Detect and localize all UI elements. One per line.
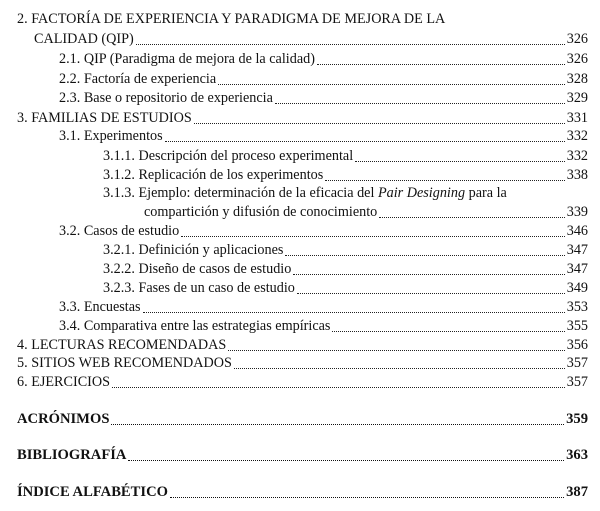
toc-entry-page: 332: [566, 128, 588, 144]
toc-entry-number: 3.4.: [59, 318, 81, 334]
toc-entry-page: 328: [566, 71, 588, 87]
toc-entry-2-1[interactable]: [59, 51, 588, 68]
toc-entry-number: 3.2.3.: [103, 280, 135, 296]
toc-entry-page: 338: [566, 167, 588, 183]
toc-entry-3-1-3-line1: [103, 185, 507, 202]
dot-leader: [275, 103, 565, 104]
toc-entry-title-italic: Pair Designing: [377, 185, 466, 201]
toc-entry-page: 347: [566, 261, 588, 277]
toc-entry-label: [59, 223, 179, 240]
toc-entry-label: [17, 355, 232, 372]
toc-entry-3-2[interactable]: [59, 223, 588, 240]
toc-entry-4[interactable]: [17, 337, 588, 354]
dot-leader: [228, 350, 564, 351]
toc-entry-title-continued: CALIDAD (QIP): [34, 31, 134, 47]
toc-entry-page: 359: [566, 411, 588, 427]
toc-entry-page: 329: [566, 90, 588, 106]
dot-leader: [218, 84, 565, 85]
toc-entry-label: [17, 374, 110, 391]
toc-entry-number: 5.: [17, 355, 28, 371]
toc-entry-acronimos[interactable]: [17, 411, 588, 428]
toc-entry-title: Ejemplo: determinación de la eficacia del: [138, 185, 375, 201]
toc-entry-3-1-1[interactable]: [103, 148, 588, 165]
toc-entry-number: 3.2.2.: [103, 261, 135, 277]
toc-entry-title: FAMILIAS DE ESTUDIOS: [31, 110, 192, 126]
toc-entry-label: [103, 280, 295, 297]
toc-entry-3-4[interactable]: [59, 318, 588, 335]
toc-entry-page: 363: [566, 447, 588, 463]
toc-entry-number: 3.3.: [59, 299, 81, 315]
dot-leader: [325, 180, 564, 181]
toc-entry-3-2-1[interactable]: [103, 242, 588, 259]
toc-entry-number: 6.: [17, 374, 28, 390]
toc-entry-title: Fases de un caso de estudio: [138, 280, 295, 296]
toc-entry-number: 3.1.: [59, 128, 81, 144]
toc-entry-5[interactable]: [17, 355, 588, 372]
toc-entry-label: [59, 318, 330, 335]
toc-entry-title: Base o repositorio de experiencia: [83, 90, 273, 106]
toc-entry-label: [17, 337, 226, 354]
toc-entry-number: 3.2.1.: [103, 242, 135, 258]
toc-entry-page: 326: [566, 31, 588, 47]
dot-leader: [355, 161, 565, 162]
toc-entry-title-continued: compartición y difusión de conocimiento: [144, 204, 378, 220]
toc-entry-label: [103, 261, 291, 278]
toc-entry-6[interactable]: [17, 374, 588, 391]
toc-entry-number: 3.1.2.: [103, 167, 135, 183]
dot-leader: [136, 44, 565, 45]
toc-entry-3-2-2[interactable]: [103, 261, 588, 278]
toc-entry-page: 353: [566, 299, 588, 315]
toc-entry-label: [59, 299, 141, 316]
dot-leader: [143, 312, 565, 313]
dot-leader: [170, 497, 564, 498]
toc-entry-title-tail: para la: [468, 185, 507, 201]
toc-entry-title: Descripción del proceso experimental: [138, 148, 354, 164]
toc-entry-number: 3.: [17, 110, 28, 126]
toc-entry-label: [103, 148, 353, 165]
toc-entry-3-1[interactable]: [59, 128, 588, 145]
toc-entry-2-2[interactable]: [59, 71, 588, 88]
toc-entry-label: [59, 51, 315, 68]
toc-entry-3-1-2[interactable]: [103, 167, 588, 184]
toc-entry-label: [17, 110, 192, 127]
toc-entry-title: Encuestas: [83, 299, 141, 315]
toc-entry-label: [59, 90, 273, 107]
toc-entry-title: Experimentos: [83, 128, 163, 144]
toc-entry-page: 332: [566, 148, 588, 164]
toc-entry-page: 349: [566, 280, 588, 296]
dot-leader: [112, 387, 565, 388]
toc-entry-title: FACTORÍA DE EXPERIENCIA Y PARADIGMA DE MEJORA DE LA: [31, 11, 446, 27]
toc-entry-number: 3.1.3.: [103, 185, 135, 201]
toc-entry-label: [59, 128, 163, 145]
dot-leader: [297, 293, 565, 294]
toc-entry-title: Factoría de experiencia: [83, 71, 217, 87]
toc-entry-title: Casos de estudio: [83, 223, 180, 239]
toc-entry-3-2-3[interactable]: [103, 280, 588, 297]
dot-leader: [332, 331, 564, 332]
toc-entry-title: ACRÓNIMOS: [17, 411, 110, 427]
toc-entry-title: QIP (Paradigma de mejora de la calidad): [83, 51, 315, 67]
toc-entry-number: 4.: [17, 337, 28, 353]
dot-leader: [234, 368, 565, 369]
toc-entry-3[interactable]: [17, 110, 588, 127]
toc-entry-page: 357: [566, 374, 588, 390]
toc-entry-page: 387: [566, 484, 588, 500]
toc-entry-3-3[interactable]: [59, 299, 588, 316]
toc-entry-label: [59, 71, 216, 88]
toc-entry-page: 356: [566, 337, 588, 353]
toc-entry-3-1-3[interactable]: [144, 204, 588, 221]
dot-leader: [285, 255, 564, 256]
dot-leader: [317, 64, 565, 65]
toc-entry-title: BIBLIOGRAFÍA: [17, 447, 127, 463]
toc-entry-page: 357: [566, 355, 588, 371]
toc-entry-indice-alfabetico[interactable]: [17, 484, 588, 501]
toc-entry-page: 347: [566, 242, 588, 258]
toc-entry-page: 339: [566, 204, 588, 220]
dot-leader: [379, 217, 564, 218]
toc-entry-number: 2.2.: [59, 71, 81, 87]
dot-leader: [128, 460, 564, 461]
toc-entry-title: Diseño de casos de estudio: [138, 261, 292, 277]
toc-entry-number: 2.: [17, 11, 28, 27]
dot-leader: [194, 123, 565, 124]
toc-entry-page: 346: [566, 223, 588, 239]
toc-entry-label: [103, 167, 323, 184]
toc-entry-title: EJERCICIOS: [31, 374, 111, 390]
toc-entry-number: 2.1.: [59, 51, 81, 67]
toc-entry-2-3[interactable]: [59, 90, 588, 107]
dot-leader: [293, 274, 564, 275]
toc-entry-label: [103, 242, 283, 259]
toc-entry-page: 355: [566, 318, 588, 334]
toc-entry-title: Replicación de los experimentos: [138, 167, 324, 183]
toc-entry-title: LECTURAS RECOMENDADAS: [31, 337, 227, 353]
toc-entry-page: 326: [566, 51, 588, 67]
toc-entry-title: SITIOS WEB RECOMENDADOS: [31, 355, 232, 371]
toc-entry-2-line1: [17, 11, 445, 28]
toc-entry-2[interactable]: [34, 31, 588, 48]
dot-leader: [181, 236, 565, 237]
toc-entry-number: 3.2.: [59, 223, 81, 239]
toc-entry-title: Comparativa entre las estrategias empíricas: [83, 318, 331, 334]
toc-entry-page: 331: [566, 110, 588, 126]
toc-entry-number: 2.3.: [59, 90, 81, 106]
toc-entry-title: ÍNDICE ALFABÉTICO: [17, 484, 168, 500]
dot-leader: [165, 141, 565, 142]
dot-leader: [111, 424, 564, 425]
toc-entry-bibliografia[interactable]: [17, 447, 588, 464]
toc-entry-number: 3.1.1.: [103, 148, 135, 164]
toc-entry-title: Definición y aplicaciones: [138, 242, 284, 258]
